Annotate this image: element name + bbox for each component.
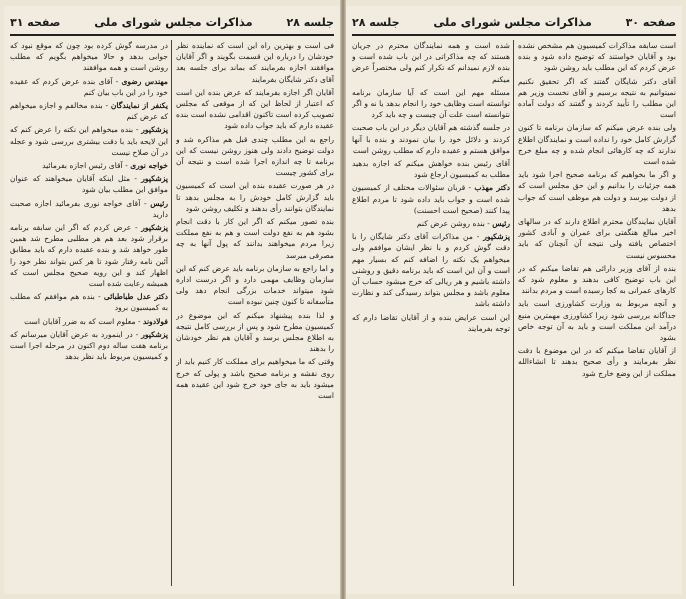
column-divider — [513, 40, 514, 586]
speaker-paragraph — [10, 329, 168, 363]
paragraph-text: راجع به این مطلب چندی قبل هم مذاکره شد و دولت توضیح دادند ولی هنوز روشن نیست که این برنامه تا چه اندازه اجرا شده است و نتیجه آن برای کشور چیست — [176, 134, 334, 178]
text-column-left — [352, 40, 510, 588]
speaker-separator: - — [132, 329, 142, 339]
body-paragraph — [176, 216, 334, 261]
text-column-right — [518, 40, 676, 588]
paragraph-text: من مذاکرات آقای دکتر شایگان را با دقت گوش کردم و با نظر ایشان موافقم ولی میخواهم یک نکته را اضافه کنم که بسیار مهم است و آن این است که باید برنامه دقیق و روشنی داشته باشیم و هر ریالی که خرج میشود حساب آن معلوم باشد و مجلس بتواند رسیدگی کند و نظارت داشته باشد — [352, 232, 510, 309]
body-paragraph — [176, 180, 334, 214]
session-label: جلسه ۲۸ — [352, 15, 400, 29]
body-paragraph — [518, 216, 676, 261]
session-label: جلسه ۲۸ — [286, 15, 334, 29]
speaker-paragraph — [10, 316, 168, 327]
speaker-name: دکتر عدل طباطبائی — [103, 292, 168, 302]
speaker-separator: - — [140, 198, 151, 208]
body-paragraph — [518, 122, 676, 167]
speaker-paragraph — [10, 100, 168, 122]
speaker-separator: - — [102, 101, 111, 111]
speaker-name: پزشکپور — [141, 125, 168, 135]
speaker-separator: - — [94, 292, 104, 302]
paragraph-text: بنده از آقای وزیر دارائی هم تقاضا میکنم که در این باب توضیح کافی بدهند و معلوم شود که کارهای عمرانی به کجا رسیده است و مردم بدانند — [518, 263, 676, 296]
body-paragraph — [518, 345, 676, 379]
paragraph-text: معلوم است که به ضرر آقایان است — [24, 316, 136, 326]
speaker-name: یکنفر از نمایندگان — [110, 101, 168, 111]
body-paragraph — [176, 310, 334, 355]
paragraph-text: مثل اینکه آقایان میخواهند که عنوان موافق این مطلب بیان شود — [10, 174, 168, 195]
paragraph-text: شده است و همه نمایندگان محترم در جریان هستند که چه مذاکراتی در این باب شده است و بنده لازم نمیدانم که تکرار کنم ولی مختصراً عرض میکنم — [352, 41, 510, 84]
speaker-separator: - — [112, 76, 122, 86]
body-paragraph — [10, 40, 168, 74]
speaker-separator: - — [465, 183, 475, 193]
body-paragraph — [176, 134, 334, 179]
paragraph-text: فی است و بهترین راه این است که نماینده نظر خودشان را درباره این قسمت بگویند و اگر آقایان موافقند اجازه بفرمایند که بماند برای جلسه بعد آقای دکتر شایگان بفرمایند — [176, 41, 334, 84]
body-paragraph — [518, 263, 676, 297]
paragraph-text: و آنچه مربوط به وزارت کشاورزی است باید جداگانه بررسی شود زیرا کشاورزی مهمترین منبع درآمد این مملکت است و باید به آن توجه خاص بشود — [518, 299, 676, 343]
paragraph-text: آقایان نمایندگان محترم اطلاع دارند که در سالهای اخیر مبالغ هنگفتی برای عمران و آبادی کشور اختصاص یافته ولی نتیجه آن آنچنان که باید محسوس نیست — [518, 217, 676, 260]
speaker-name: رئیس — [492, 219, 510, 229]
body-paragraph — [176, 87, 334, 132]
paragraph-text: و لذا بنده پیشنهاد میکنم که این موضوع در کمیسیون مطرح شود و پس از بررسی کامل نتیجه به اطلاع مجلس برسد و آقایان هم نظر خودشان را بدهند — [176, 310, 334, 354]
body-paragraph — [352, 40, 510, 85]
running-title: مذاکرات مجلس شورای ملی — [433, 15, 592, 29]
speaker-name: دکتر مهذب — [474, 183, 510, 193]
speaker-paragraph — [352, 231, 510, 309]
page-number: صفحه ۳۱ — [10, 15, 61, 29]
right-page — [346, 6, 682, 594]
speaker-separator: - — [122, 161, 131, 171]
body-paragraph — [352, 87, 510, 121]
paragraph-text: بنده روشن عرض کنم — [416, 219, 485, 229]
speaker-name: مهندس رضوی — [121, 76, 168, 86]
paragraph-text: و اما راجع به سازمان برنامه باید عرض کنم که این سازمان وظایف مهمی دارد و اگر درست اداره شود میتواند خدمات بزرگی انجام دهد ولی متأسفانه تا کنون چنین نبوده است — [176, 263, 334, 307]
paragraph-text: آقای خواجه نوری بفرمائید اجازه صحبت دارید — [10, 198, 168, 219]
body-paragraph — [176, 356, 334, 401]
paragraph-text: بنده هم موافقم که مطلب به کمیسیون برود — [10, 292, 168, 313]
speaker-paragraph — [10, 76, 168, 98]
body-paragraph — [352, 122, 510, 156]
page-header — [10, 12, 334, 32]
speaker-name: خواجه نوری — [130, 161, 168, 171]
left-page — [4, 6, 340, 594]
paragraph-text: در هر صورت عقیده بنده این است که کمیسیون باید گزارش کامل خودش را به مجلس بدهد تا نمایندگان بتوانند رأی بدهند و تکلیف روشن شود — [176, 181, 334, 213]
paragraph-text: بنده میخواهم این نکته را عرض کنم که این لایحه باید با دقت بیشتری بررسی شود و عجله در آن صلاح نیست — [10, 125, 168, 157]
header-rule — [10, 34, 334, 36]
paragraph-text: این است عرایض بنده و از آقایان تقاضا دارم که توجه بفرمایند — [352, 312, 510, 333]
paragraph-text: مسئله مهم این است که آیا سازمان برنامه توانسته است وظایف خود را انجام بدهد یا نه و اگر نتوانسته است علت آن چیست و چه باید کرد — [352, 87, 510, 120]
body-paragraph — [176, 40, 334, 85]
speaker-separator: - — [472, 232, 484, 242]
text-column-right — [176, 40, 334, 588]
speaker-name: پزشکپور — [141, 174, 168, 184]
paragraph-text: بنده تصور میکنم که اگر این کار با دقت انجام بشود هم به نفع دولت است و هم به نفع مملکت زیرا مردم میخواهند بدانند که پول آنها به چه مصرفی میرسد — [176, 217, 334, 260]
body-paragraph — [176, 263, 334, 308]
speaker-paragraph — [10, 173, 168, 195]
speaker-name: رئیس — [150, 198, 168, 208]
paragraph-text: در اینمورد به عرض آقایان میرسانم که برنامه هفت ساله دوم اکنون در مرحله اجرا است و کمیسیون مربوط باید نظر بدهد — [10, 329, 168, 362]
speaker-name: فولادوند — [142, 316, 168, 326]
speaker-name: پزشکپور — [483, 232, 510, 242]
running-title: مذاکرات مجلس شورای ملی — [94, 15, 253, 29]
body-paragraph — [518, 76, 676, 121]
paragraph-text: در مدرسه گوش کرده بود چون که موقع نبود که جوابی بدهد و حالا میخواهم بگویم که مطلب روشن است و همه موافقند — [10, 41, 168, 73]
body-paragraph — [518, 169, 676, 214]
paragraph-text: در جلسه گذشته هم آقایان دیگر در این باب صحبت کردند و دلائل خود را بیان نمودند و بنده با آنها موافق هستم و عقیده دارم که مطلب روشن است — [352, 123, 510, 155]
paragraph-text: آقای بنده عرض کردم که عقیده خود را در این باب بیان کنم — [10, 76, 168, 97]
paragraph-text: قربان سئوالات مختلف از کمیسیون شده است و جواب باید داده شود تا مردم اطلاع پیدا کنند (صحیح است احسنت) — [352, 183, 510, 215]
paragraph-text: وقتی که ما میخواهیم برای مملکت کار کنیم باید از روی نقشه و برنامه صحیح باشد و پولی که خرج میشود باید به جای خود خرج شود این عقیده همه است — [176, 357, 334, 401]
paragraph-text: آقای رئیس اجازه بفرمائید — [42, 161, 123, 171]
speaker-paragraph — [10, 222, 168, 289]
speaker-paragraph — [352, 182, 510, 216]
speaker-paragraph — [352, 218, 510, 229]
body-paragraph — [352, 312, 510, 334]
header-rule — [352, 34, 676, 36]
speaker-paragraph — [10, 124, 168, 158]
speaker-name: پزشکپور — [141, 223, 168, 233]
speaker-separator: - — [484, 219, 493, 229]
paragraph-text: عرض کردم که اگر این سابقه برنامه برقرار شود بعد هم هر مطلبی مطرح شد همین طور خواهد شد و بنده عقیده دارم که باید مطابق آئین نامه رفتار شود تا هر کس بتواند نظر خود را اظهار کند و این رویه صحیح مجلس است که همیشه رعایت شده است — [10, 223, 168, 289]
body-paragraph — [518, 298, 676, 343]
text-column-left — [10, 40, 168, 588]
body-paragraph — [518, 40, 676, 74]
paragraph-text: آقای دکتر شایگان گفتند که اگر تحقیق نکنیم نمیتوانیم به نتیجه برسیم و آقای نخست وزیر هم این مطلب را تأیید کردند و گفتند که دولت آماده است — [518, 76, 676, 120]
page-header — [352, 12, 676, 32]
paragraph-text: و اگر ما بخواهیم که برنامه صحیح اجرا شود باید همه جزئیات را بدانیم و این حق مجلس است که از دولت بپرسد و دولت هم موظف است که جواب بدهد — [518, 170, 676, 213]
column-divider — [171, 40, 172, 586]
paragraph-text: آقای رئیس بنده خواهش میکنم که اجازه بدهید مطلب به کمیسیون ارجاع شود — [352, 159, 510, 180]
speaker-separator: - — [133, 125, 142, 135]
speaker-name: پزشکپور — [141, 329, 168, 339]
speaker-paragraph — [10, 291, 168, 313]
page-number: صفحه ۳۰ — [625, 15, 676, 29]
paragraph-text: بنده مخالفم و اجازه میخواهم که عرض کنم — [10, 101, 168, 122]
speaker-separator: - — [131, 223, 142, 233]
paragraph-text: آقایان اگر اجازه بفرمایند که عرض بنده این است که اعتبار از لحاظ این که از موقعی که مجلس تصویب کرده است تاکنون اقدامی نشده است بنده عقیده دارم که باید جواب داده شود — [176, 87, 334, 131]
speaker-paragraph — [10, 160, 168, 171]
body-paragraph — [352, 158, 510, 180]
speaker-paragraph — [10, 198, 168, 220]
speaker-separator: - — [135, 316, 143, 326]
speaker-separator: - — [130, 174, 142, 184]
paragraph-text: ولی بنده عرض میکنم که سازمان برنامه تا کنون گزارش کامل خود را نداده است و نمایندگان اطلاع ندارند که چه کارهائی انجام شده و چه مبلغ خرج شده است — [518, 123, 676, 167]
paragraph-text: است سابقه مذاکرات کمیسیون هم مشخص نشده بود و آقایان خواستند که توضیح داده شود و بنده عرض کردم که این مطلب باید روشن شود — [518, 41, 676, 73]
paragraph-text: از آقایان تقاضا میکنم که در این موضوع با دقت نظر بفرمایند و رأی صحیح بدهند تا انشاءالله مملکت از این وضع خارج شود — [518, 346, 676, 378]
